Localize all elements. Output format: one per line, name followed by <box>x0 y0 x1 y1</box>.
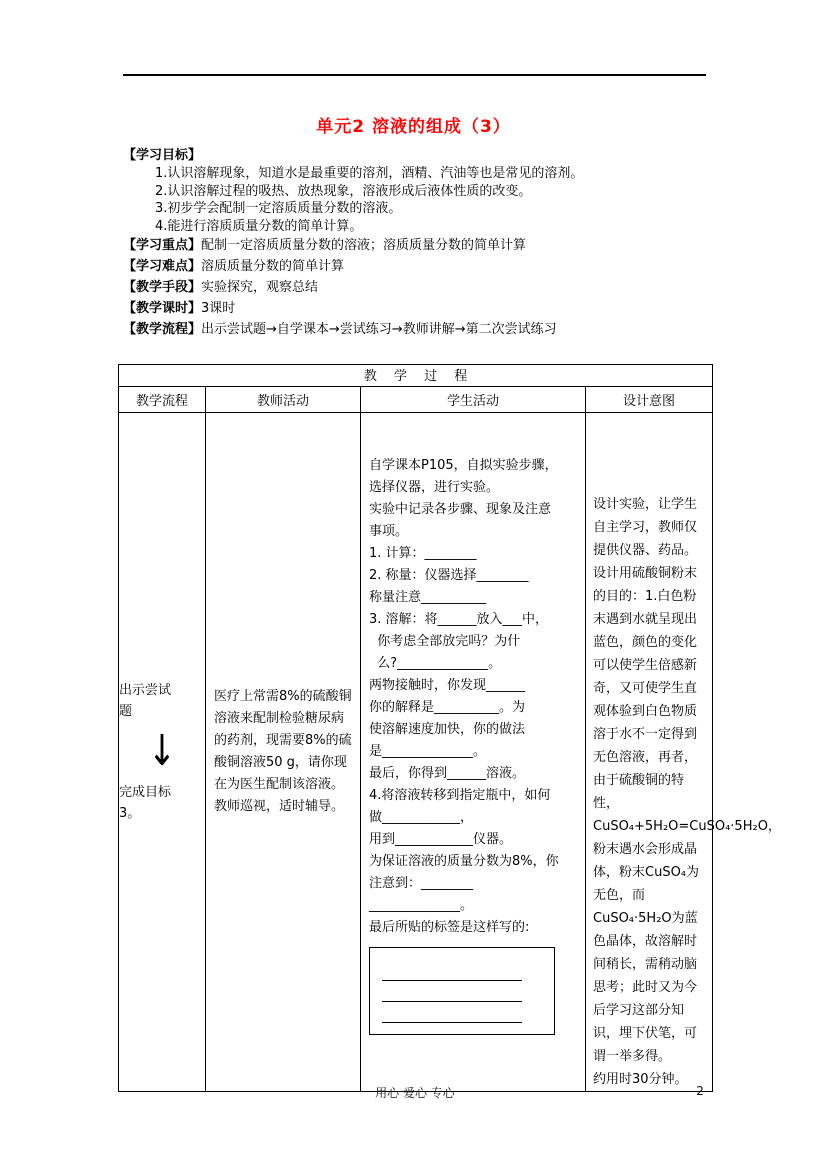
student-line: 用到____________仪器。 <box>369 832 513 847</box>
page-number: - 2 - <box>688 1084 712 1098</box>
student-line: 2. 称量：仪器选择________ <box>369 568 529 583</box>
student-line: 么?______________。 <box>369 656 502 671</box>
meta-text: 溶质质量分数的简单计算 <box>201 259 345 274</box>
objectives-list <box>123 165 709 235</box>
teacher-paragraph: 医疗上常需8%的硫酸铜溶液来配制检验糖尿病的药剂，现需要8%的硫酸铜溶液50 g，请你现在为医生配制该溶液。 <box>214 689 352 792</box>
meta-label: 【学习重点】 <box>123 238 202 253</box>
teaching-process-table <box>118 364 781 1092</box>
label-blank-line <box>382 1002 522 1023</box>
meta-label: 【教学流程】 <box>123 322 202 337</box>
col-header-intent: 设计意图 <box>586 387 713 413</box>
meta-line-periods <box>123 298 709 319</box>
student-line: 选择仪器，进行实验。 <box>369 480 500 495</box>
label-blank-line <box>382 981 522 1002</box>
student-line: 使溶解速度加快，你的做法 <box>369 722 526 737</box>
intent-paragraph: 约用时30分钟。 <box>593 1072 688 1087</box>
student-line: 你考虑全部放完吗？为什 <box>369 634 521 649</box>
page-footer <box>118 1084 712 1101</box>
student-line: 为保证溶液的质量分数为8%，你 <box>369 854 559 869</box>
flow-cell <box>119 413 206 1092</box>
student-line: 两物接触时，你发现______ <box>369 678 526 693</box>
meta-line-keypoint <box>123 235 709 256</box>
objective-item: 2.认识溶解过程的吸热、放热现象，溶液形成后液体性质的改变。 <box>155 183 532 199</box>
student-line: 实验中记录各步骤、现象及注意 <box>369 502 552 517</box>
student-line: 你的解释是__________。为 <box>369 700 526 715</box>
table-title: 教 学 过 程 <box>119 365 713 387</box>
teacher-activity-cell <box>206 413 361 1092</box>
intent-paragraphs <box>593 493 781 1091</box>
student-line: 3. 溶解：将______放入___中， <box>369 612 549 627</box>
intent-paragraph: 设计实验，让学生自主学习，教师仅提供仪器、药品。 <box>593 497 698 558</box>
objective-item: 3.初步学会配制一定溶质质量分数的溶液。 <box>155 201 402 216</box>
objective-item: 1.认识溶解现象，知道水是最重要的溶剂，酒精、汽油等也是常见的溶剂。 <box>155 166 584 181</box>
student-line: 注意到：________ <box>369 876 474 891</box>
student-line: 最后，你得到______溶液。 <box>369 766 526 781</box>
student-lines <box>369 455 577 939</box>
objectives-label: 【学习目标】 <box>123 148 202 163</box>
flow-step-2: 完成目标3。 <box>119 785 172 821</box>
student-line: 事项。 <box>369 524 409 539</box>
col-header-flow: 教学流程 <box>119 387 206 413</box>
student-activity-cell <box>361 413 586 1092</box>
meta-line-difficulty <box>123 256 709 277</box>
intro-section <box>123 146 709 340</box>
down-arrow-icon: ↓ <box>147 726 177 776</box>
objective-item: 4.能进行溶质质量分数的简单计算。 <box>155 218 363 234</box>
teacher-paragraphs <box>206 413 360 1091</box>
header-rule <box>123 74 706 76</box>
meta-line-flow <box>123 319 709 340</box>
meta-line-method <box>123 277 709 298</box>
meta-text: 实验探究，观察总结 <box>201 280 319 295</box>
design-intent-cell <box>586 413 781 1092</box>
student-line: ______________。 <box>369 898 474 913</box>
student-line: 称量注意__________ <box>369 590 487 605</box>
flow-step-1: 出示尝试题 <box>119 683 172 719</box>
label-box <box>369 947 555 1035</box>
meta-label: 【学习难点】 <box>123 259 202 274</box>
footer-motto: 用心 爱心 专心 <box>375 1086 455 1100</box>
student-line: 最后所贴的标签是这样写的: <box>369 920 530 935</box>
student-line: 自学课本P105，自拟实验步骤， <box>369 458 558 473</box>
teacher-paragraph: 教师巡视，适时辅导。 <box>214 799 345 814</box>
student-line: 做____________， <box>369 810 474 825</box>
meta-text: 3课时 <box>201 301 236 316</box>
col-header-teacher: 教师活动 <box>206 387 361 413</box>
page-title: 单元2 溶液的组成（3） <box>316 117 511 137</box>
col-header-student: 学生活动 <box>361 387 586 413</box>
meta-text: 出示尝试题→自学课本→尝试练习→教师讲解→第二次尝试练习 <box>201 322 557 337</box>
intent-paragraph: 设计用硫酸铜粉末的目的：1.白色粉末遇到水就呈现出蓝色，颜色的变化可以使学生倍感新奇，又可使学生直观体验到白色物质溶于水不一定得到无色溶液，再者，由于硫酸铜的特性，CuSO₄+5H₂O=CuSO₄·5H₂O，粉末遇水会形成晶体，粉末CuSO₄为无色，而CuSO₄·5H₂O为蓝色晶体，故溶解时间稍长，需稍动脑思考；此时又为今后学习这部分知识，埋下伏笔，可谓一举多得。 <box>593 566 781 1064</box>
meta-label: 【教学手段】 <box>123 280 202 295</box>
label-blank-line <box>382 960 522 981</box>
meta-text: 配制一定溶质质量分数的溶液；溶质质量分数的简单计算 <box>201 238 527 253</box>
student-line: 4.将溶液转移到指定瓶中，如何 <box>369 788 551 803</box>
student-line: 是______________。 <box>369 744 487 759</box>
meta-label: 【教学课时】 <box>123 301 202 316</box>
student-line: 1. 计算：________ <box>369 546 477 561</box>
